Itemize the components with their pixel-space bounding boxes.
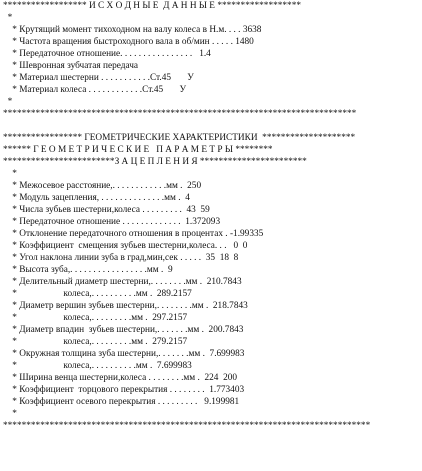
geometry-line-25: *******************************************************************************: [3, 421, 371, 431]
geometry-line-8: * Передаточное отношение . . . . . . . . . . . . . 1.372093: [3, 217, 221, 227]
section-gap: [3, 120, 422, 132]
input-data-line-7: * Материал шестерни . . . . . . . . . . .Ст.45 У: [3, 73, 194, 83]
input-data-section: [3, 0, 422, 120]
geometry-line-16: * колеса,. . . . . . . . .мм . 297.2157: [3, 313, 188, 323]
geometry-line-5: * Межосевое расстояние,. . . . . . . . . . . .мм . 250: [3, 181, 202, 191]
input-data-line-4: * Частота вращения быстроходного вала в об/мин . . . . . 1480: [3, 37, 254, 47]
geometry-line-18: * колеса,. . . . . . . . .мм . 279.2157: [3, 337, 188, 347]
geometry-line-17: * Диаметр впадин зубьев шестерни,. . . . . . .мм . 200.7843: [3, 325, 244, 335]
geometry-line-15: * Диаметр вершин зубьев шестерни,. . . . . . . .мм . 218.7843: [3, 301, 248, 311]
geometry-line-1: ***************** ГЕОМЕТРИЧЕСКИЕ ХАРАКТЕРИСТИКИ ********************: [3, 133, 356, 143]
geometry-line-9: * Отклонение передаточного отношения в процентах . -1.99335: [3, 229, 264, 239]
geometry-line-3: ************************З А Ц Е П Л Е Н И Я ***********************: [3, 157, 307, 167]
geometry-line-4: *: [3, 169, 17, 179]
geometry-line-6: * Модуль зацепления, . . . . . . . . . . . . . .мм . 4: [3, 193, 190, 203]
geometry-line-2: ****** Г Е О М Е Т Р И Ч Е С К И Е П А Р А М Е Т Р Ы ********: [3, 145, 273, 155]
geometry-line-13: * Делительный диаметр шестерни,. . . . . . . .мм . 210.7843: [3, 277, 242, 287]
geometry-line-7: * Числа зубьев шестерни,колеса . . . . . . . . . 43 59: [3, 205, 210, 215]
geometry-line-14: * колеса,. . . . . . . . . .мм . 289.2157: [3, 289, 192, 299]
geometry-section: [3, 132, 422, 432]
input-data-line-1: ****************** И С Х О Д Н Ы Е Д А Н Н Ы Е ******************: [3, 1, 301, 11]
geometry-line-24: *: [3, 409, 17, 419]
geometry-line-10: * Коэффициент смещения зубьев шестерни,колеса. . . 0 0: [3, 241, 248, 251]
input-data-line-5: * Передаточное отношение. . . . . . . . . . . . . . . . 1.4: [3, 49, 211, 59]
input-data-line-10: ****************************************************************************: [3, 109, 357, 119]
geometry-line-22: * Коэффициент торцового перекрытия . . . . . . . . 1.773403: [3, 385, 245, 395]
geometry-line-19: * Окружная толщина зуба шестерни,. . . . . . .мм . 7.699983: [3, 349, 245, 359]
input-data-line-6: * Шевронная зубчатая передача: [3, 61, 139, 71]
input-data-line-9: *: [3, 97, 13, 107]
input-data-line-3: * Крутящий момент тихоходном на валу колеса в Н.м. . . . 3638: [3, 25, 262, 35]
geometry-line-12: * Высота зуба,. . . . . . . . . . . . . . . . .мм . 9: [3, 265, 173, 275]
input-data-line-8: * Материал колеса . . . . . . . . . . . .Ст.45 У: [3, 85, 187, 95]
geometry-line-21: * Ширина венца шестерни,колеса . . . . . . . .мм . 224 200: [3, 373, 238, 383]
geometry-line-20: * колеса,. . . . . . . . . .мм . 7.699983: [3, 361, 192, 371]
input-data-line-2: *: [3, 13, 13, 23]
geometry-line-11: * Угол наклона линии зуба в град,мин,сек . . . . . 35 18 8: [3, 253, 239, 263]
geometry-line-23: * Коэффициент осевого перекрытия . . . . . . . . . 9.199981: [3, 397, 240, 407]
